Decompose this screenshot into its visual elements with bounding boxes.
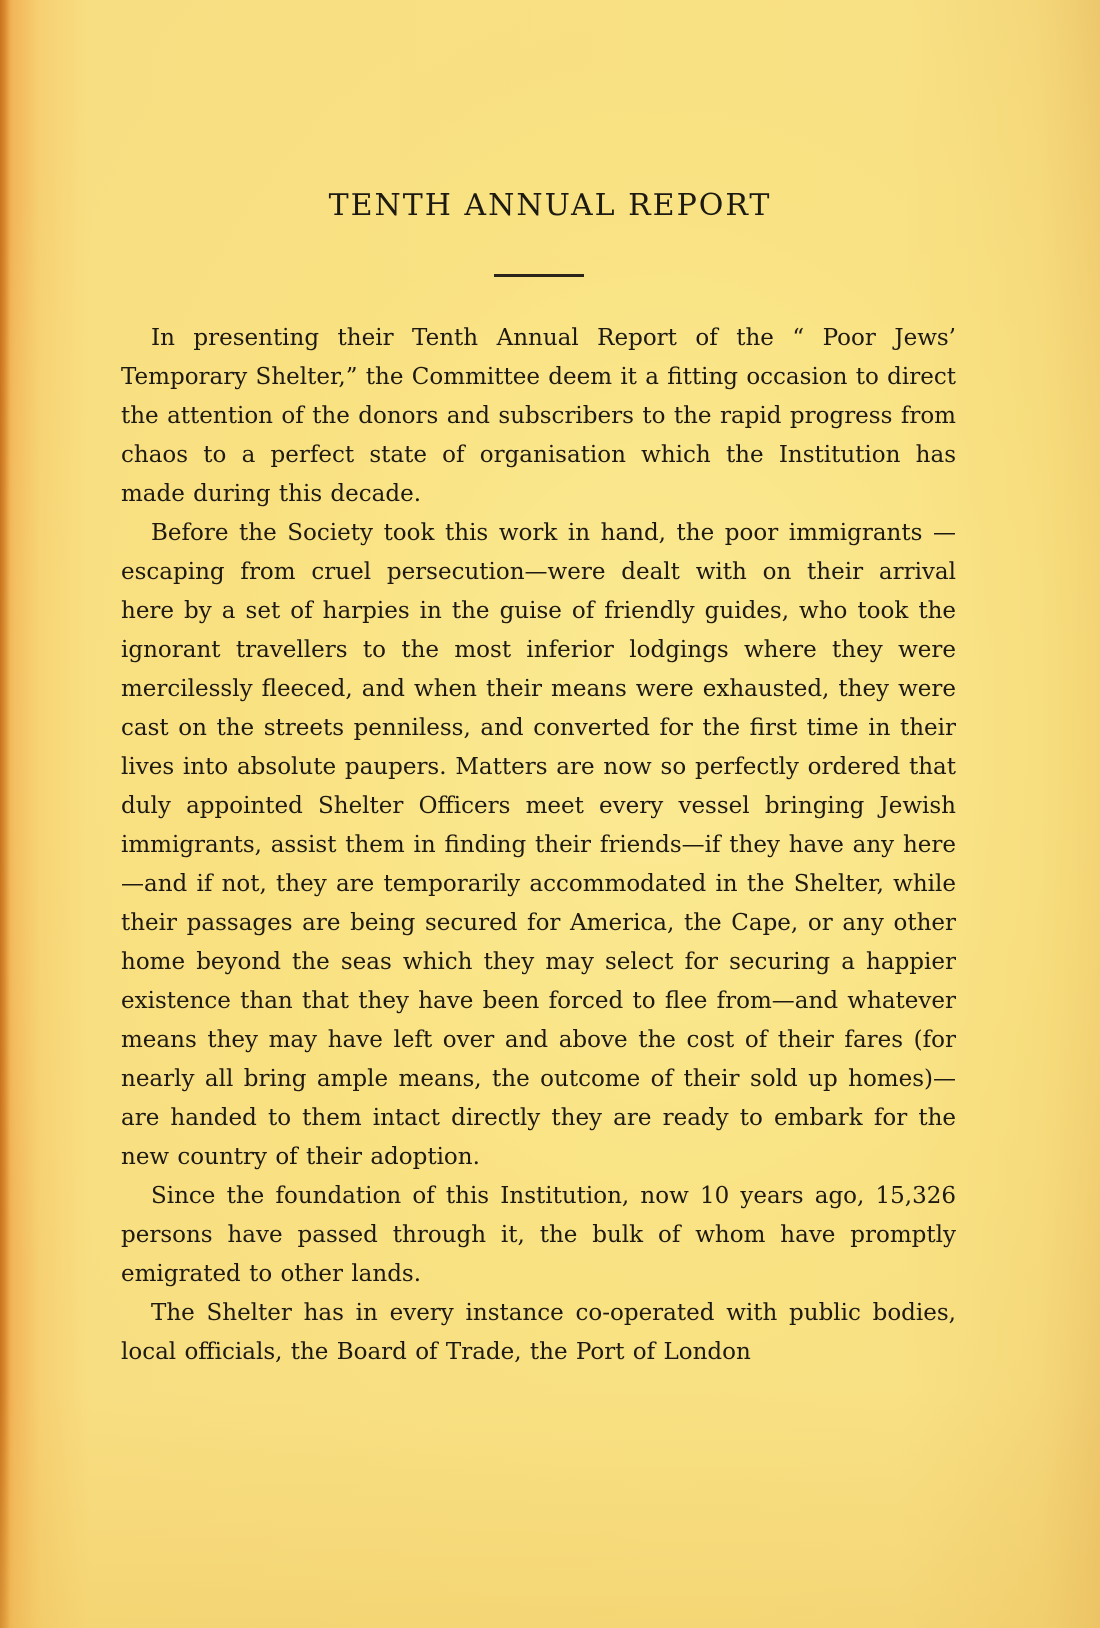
paragraph-introduction: In presenting their Tenth Annual Report of the “ Poor Jews’ Temporary Shelter,” the Committee deem it a fitting occasion to direct the attention of the donors and subscribers to the rapid progress from chaos to a perfect state of organisation which the Institution has made during this decade. [121,325,956,507]
page-title: TENTH ANNUAL REPORT [328,188,772,223]
paragraph-foundation: Since the foundation of this Institution, now 10 years ago, 15,326 persons have passed through it, the bulk of whom have promptly emigrated to other lands. [121,1183,956,1287]
report-body [121,319,956,1372]
paragraph-before-society: Before the Society took this work in hand, the poor immigrants —escaping from cruel persecution—were dealt with on their arrival here by a set of harpies in the guise of friendly guides, who took the ignorant travellers to the most inferior lodgings where they were mercilessly fleeced, and when their means were exhausted, they were cast on the streets penniless, and converted for the first time in their lives into absolute paupers. Matters are now so perfectly ordered that duly appointed Shelter Officers meet every vessel bringing Jewish immigrants, assist them in finding their friends—if they have any here—and if not, they are temporarily accommodated in the Shelter, while their passages are being secured for America, the Cape, or any other home beyond the seas which they may select for securing a happier existence than that they have been forced to flee from—and whatever means they may have left over and above the cost of their fares (for nearly all bring ample means, the outcome of their sold up homes)—are handed to them intact directly they are ready to embark for the new country of their adoption. [121,520,956,1170]
paragraph-cooperation: The Shelter has in every instance co-operated with public bodies, local officials, the Board of Trade, the Port of London [121,1300,956,1365]
title-divider [494,274,584,277]
